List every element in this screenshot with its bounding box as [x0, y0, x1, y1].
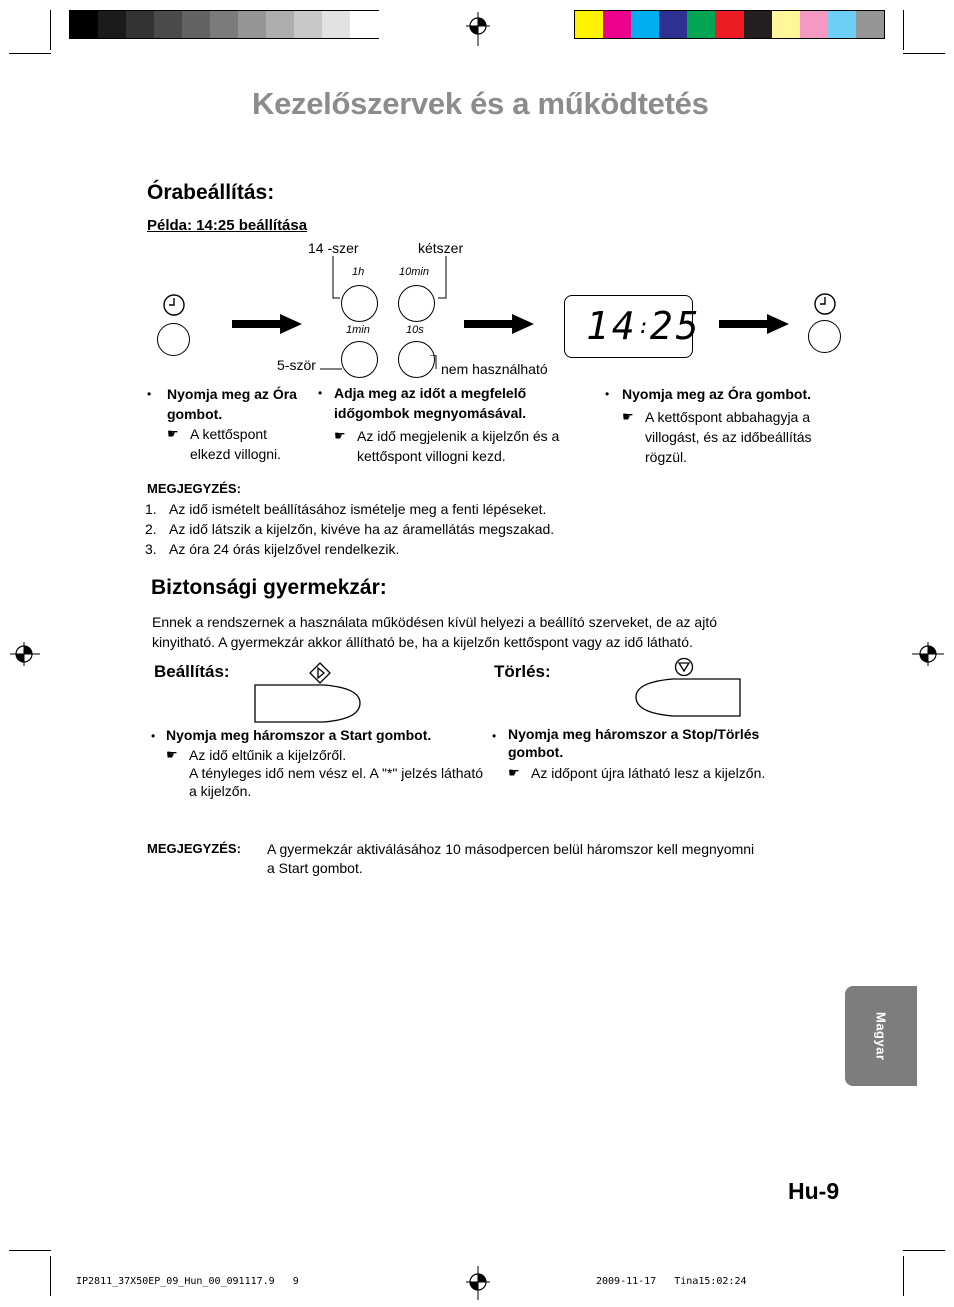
notes-list	[145, 499, 554, 559]
label-10min: 10min	[399, 266, 429, 278]
set-step: Nyomja meg háromszor a Start gombot.	[166, 727, 432, 743]
clock-icon	[813, 292, 837, 316]
registration-mark-icon	[464, 12, 492, 46]
pointing-hand-icon: ☛	[508, 765, 520, 780]
gray-swatch	[70, 11, 99, 38]
set-note-2: A tényleges idő nem vész el. A "*" jelzés látható a kijelzőn.	[189, 765, 483, 799]
display-hours: 14	[586, 304, 638, 348]
child-lock-intro: Ennek a rendszernek a használata működésen kívül helyezi a beállító szerveket, de az ajtó kinyitható. A gyermekzár akkor állítható be, ha a kijelzőn kettőspont vagy az idő látható.	[152, 614, 717, 650]
color-swatch	[856, 11, 885, 38]
bullet: •	[605, 387, 610, 401]
step-2-text: Adja meg az időt a megfelelő időgombok megnyomásával.	[334, 385, 527, 421]
crop-mark	[903, 1250, 945, 1251]
start-button[interactable]	[254, 684, 364, 724]
crop-mark	[50, 1256, 51, 1296]
set-note-1: Az idő eltűnik a kijelzőről.	[189, 747, 347, 763]
lock-note-text: A gyermekzár aktiválásához 10 másodpercen belül háromszor kell megnyomni a Start gombot.	[267, 841, 755, 876]
label-twice: kétszer	[418, 240, 464, 256]
crop-mark	[903, 1256, 904, 1296]
label-5-times: 5-ször	[277, 357, 316, 373]
color-swatch	[744, 11, 773, 38]
color-swatch	[659, 11, 688, 38]
time-display	[564, 295, 702, 358]
color-swatch	[828, 11, 857, 38]
registration-mark-icon	[912, 640, 944, 668]
gray-swatch	[294, 11, 323, 38]
pointing-hand-icon: ☛	[622, 409, 634, 424]
gray-swatch	[322, 11, 351, 38]
crop-mark	[903, 53, 945, 54]
registration-mark-icon	[10, 640, 40, 668]
registration-mark-icon	[464, 1266, 492, 1300]
display-colon: :	[637, 314, 650, 338]
start-icon	[309, 662, 331, 684]
gray-swatch	[154, 11, 183, 38]
clock-icon	[162, 293, 186, 317]
footer-right: 2009-11-17 Tina15:02:24	[596, 1276, 747, 1287]
stop-icon	[674, 657, 694, 677]
bullet: •	[492, 729, 497, 743]
clear-step: Nyomja meg háromszor a Stop/Törlés gombot.	[508, 726, 760, 760]
clock-button[interactable]	[157, 323, 190, 356]
note-item: 2. Az idő látszik a kijelzőn, kivéve ha az áramellátás megszakad.	[145, 521, 555, 537]
stop-clear-button[interactable]	[633, 677, 743, 719]
note-item: 1. Az idő ismételt beállításához ismételje meg a fenti lépéseket.	[145, 501, 547, 517]
step-2-note: Az idő megjelenik a kijelzőn és a kettőspont villogni kezd.	[357, 428, 560, 464]
color-swatch	[603, 11, 632, 38]
arrow-icon	[464, 314, 536, 334]
clock-button[interactable]	[808, 320, 841, 353]
label-not-used: nem használható	[441, 361, 548, 377]
bullet: •	[147, 387, 152, 401]
color-swatch	[772, 11, 801, 38]
note-item: 3. Az óra 24 órás kijelzővel rendelkezik.	[145, 541, 400, 557]
label-14-times: 14 -szer	[308, 240, 359, 256]
footer-left: IP2811_37X50EP_09_Hun_00_091117.9 9	[76, 1276, 299, 1287]
bullet: •	[318, 386, 323, 400]
gray-swatch	[210, 11, 239, 38]
gray-swatch	[126, 11, 155, 38]
color-swatch	[687, 11, 716, 38]
pointing-hand-icon: ☛	[166, 747, 178, 762]
step-1-note: A kettőspont elkezd villogni.	[190, 426, 282, 462]
crop-mark	[9, 1250, 51, 1251]
arrow-icon	[232, 314, 304, 334]
label-1min: 1min	[346, 324, 370, 336]
gray-swatch	[182, 11, 211, 38]
display-minutes: 25	[649, 304, 702, 348]
example-label: Példa: 14:25 beállítása	[147, 217, 308, 234]
gray-swatch	[98, 11, 127, 38]
gray-swatch	[350, 11, 379, 38]
crop-mark	[50, 10, 51, 50]
step-3-note: A kettőspont abbahagyja a villogást, és az időbeállítás rögzül.	[645, 409, 812, 465]
button-1h[interactable]	[341, 285, 378, 322]
color-swatch	[575, 11, 604, 38]
clock-heading: Órabeállítás:	[147, 181, 275, 204]
set-label: Beállítás:	[154, 662, 230, 681]
bullet: •	[151, 729, 156, 743]
color-swatch	[800, 11, 829, 38]
clear-note: Az időpont újra látható lesz a kijelzőn.	[531, 765, 766, 781]
step-1-text: Nyomja meg az Óra gombot.	[167, 386, 297, 422]
gray-swatch	[266, 11, 295, 38]
button-10min[interactable]	[398, 285, 435, 322]
pointing-hand-icon: ☛	[167, 426, 179, 441]
page-number: Hu-9	[788, 1178, 840, 1204]
label-1h: 1h	[352, 266, 365, 278]
gray-swatch	[238, 11, 267, 38]
pointing-hand-icon: ☛	[334, 428, 346, 443]
crop-mark	[903, 10, 904, 50]
color-swatch	[631, 11, 660, 38]
notes-heading: MEGJEGYZÉS:	[147, 481, 241, 496]
language-tab-label: Magyar	[873, 1011, 889, 1061]
label-10s: 10s	[406, 324, 424, 336]
step-3-text: Nyomja meg az Óra gombot.	[622, 386, 812, 402]
page-title: Kezelőszervek és a működtetés	[252, 86, 709, 121]
clear-label: Törlés:	[494, 662, 551, 681]
arrow-icon	[719, 314, 791, 334]
leader-lines	[318, 355, 448, 377]
color-swatch	[715, 11, 744, 38]
child-lock-heading: Biztonsági gyermekzár:	[151, 576, 387, 599]
lock-note-heading: MEGJEGYZÉS:	[147, 841, 241, 856]
crop-mark	[9, 53, 51, 54]
